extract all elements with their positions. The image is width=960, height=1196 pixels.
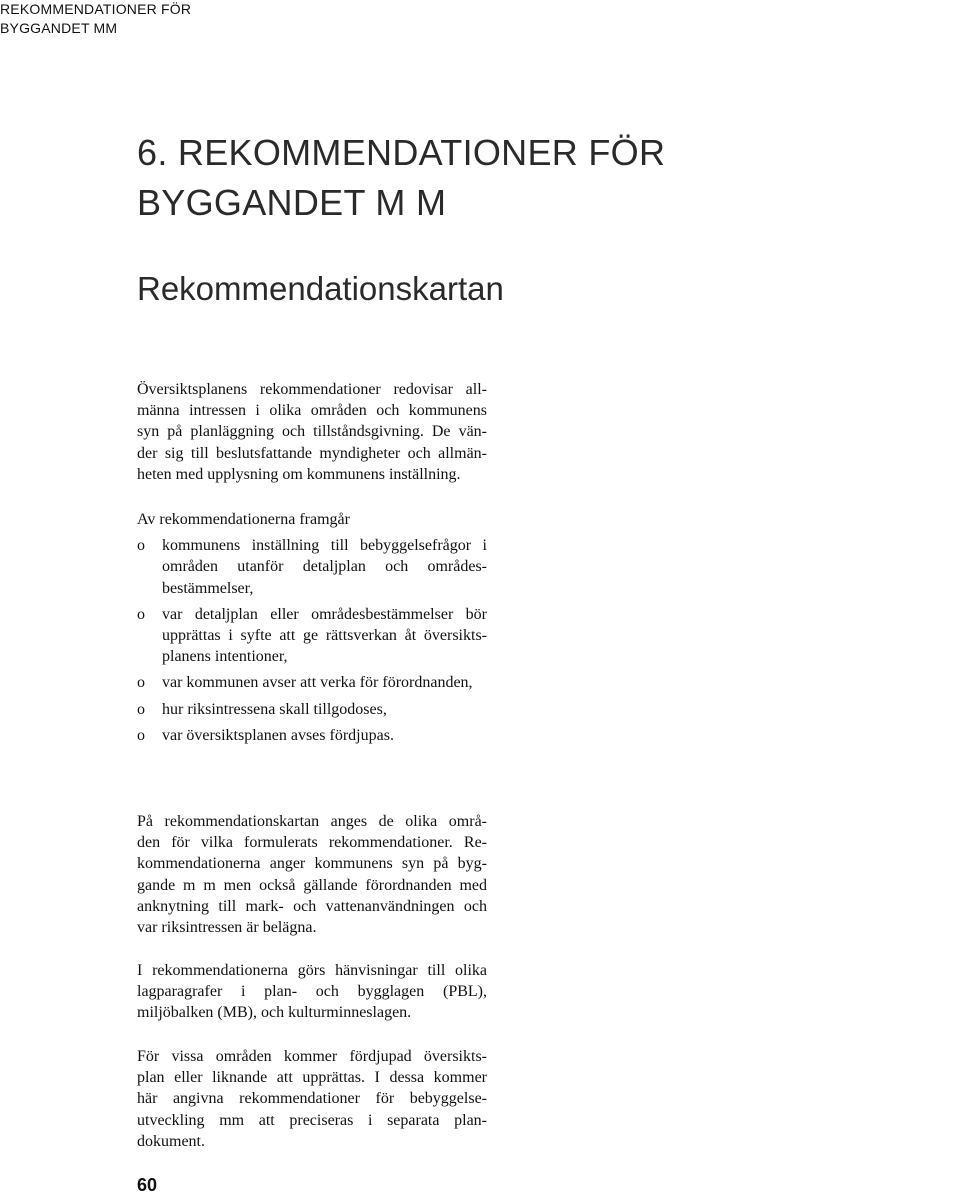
paragraph-line: plan eller liknande att upprättas. I dessa kommer xyxy=(137,1069,487,1087)
bullet-list xyxy=(137,535,487,746)
chapter-title-line-1: 6. REKOMMENDATIONER FÖR xyxy=(137,132,666,173)
bullet-marker: o xyxy=(137,726,145,744)
paragraph-recommendation-map xyxy=(137,811,487,938)
intro-line: Översiktsplanens rekommendationer redovisar all- xyxy=(137,381,487,398)
running-header xyxy=(0,0,300,38)
list-intro: Av rekommendationerna framgår xyxy=(137,511,350,528)
paragraph-line: den för vilka formulerats rekommendationer. Re- xyxy=(137,834,487,852)
paragraph-line: anknytning till mark- och vattenanvändningen och xyxy=(137,897,487,915)
intro-line: syn på planläggning och tillståndsgivning. De vän- xyxy=(137,423,487,441)
bullet-marker: o xyxy=(137,674,145,692)
list-item xyxy=(137,535,487,599)
list-item xyxy=(137,725,487,746)
bullet-line: upprättas i syfte att ge rättsverkan åt översikts- xyxy=(162,627,487,645)
chapter-title xyxy=(137,128,665,228)
running-header-line-2: BYGGANDET MM xyxy=(0,20,118,36)
bullet-line: kommunens inställning till bebyggelsefrågor i xyxy=(162,537,487,555)
bullet-line: bestämmelser, xyxy=(162,579,254,597)
paragraph-line: miljöbalken (MB), och kulturminneslagen. xyxy=(137,1004,412,1022)
chapter-title-line-2: BYGGANDET M M xyxy=(137,182,447,223)
list-item xyxy=(137,604,487,668)
bullet-marker: o xyxy=(137,700,145,718)
paragraph-line: För vissa områden kommer fördjupad översikts- xyxy=(137,1048,487,1065)
intro-line: männa intressen i olika områden och kommunens xyxy=(137,402,487,420)
paragraph-line: utveckling mm att preciseras i separata plan- xyxy=(137,1111,487,1129)
intro-paragraph xyxy=(137,379,487,485)
bullet-line: var översiktsplanen avses fördjupas. xyxy=(162,726,394,744)
intro-line: der sig till beslutsfattande myndigheter och allmän- xyxy=(137,444,487,462)
page-number: 60 xyxy=(137,1175,158,1195)
bullet-line: planens intentioner, xyxy=(162,648,288,666)
paragraph-line: dokument. xyxy=(137,1132,205,1150)
intro-line: heten med upplysning om kommunens inställning. xyxy=(137,465,461,483)
paragraph-line: kommendationerna anger kommunens syn på byg- xyxy=(137,855,487,873)
paragraph-detailed-plans xyxy=(137,1046,487,1152)
recommendation-list-block xyxy=(137,509,487,746)
paragraph-line: I rekommendationerna görs hänvisningar till olika xyxy=(137,962,487,979)
bullet-line: områden utanför detaljplan och områdes- xyxy=(162,558,487,576)
bullet-line: var detaljplan eller områdesbestämmelser bör xyxy=(162,605,487,623)
bullet-line: hur riksintressena skall tillgodoses, xyxy=(162,700,387,718)
running-header-line-1: REKOMMENDATIONER FÖR xyxy=(0,1,192,17)
bullet-marker: o xyxy=(137,537,145,555)
section-title: Rekommendationskartan xyxy=(137,270,504,307)
paragraph-line: På rekommendationskartan anges de olika områ- xyxy=(137,813,487,830)
paragraph-law-references xyxy=(137,960,487,1024)
paragraph-line: gande m m men också gällande förordnanden med xyxy=(137,876,487,894)
bullet-marker: o xyxy=(137,605,145,623)
list-item xyxy=(137,672,487,693)
bullet-line: var kommunen avser att verka för förordnanden, xyxy=(162,674,473,692)
paragraph-line: lagparagrafer i plan- och bygglagen (PBL), xyxy=(137,983,487,1001)
paragraph-line: här angivna rekommendationer för bebyggelse- xyxy=(137,1090,487,1108)
paragraph-line: var riksintressen är belägna. xyxy=(137,919,317,937)
list-item xyxy=(137,699,487,720)
